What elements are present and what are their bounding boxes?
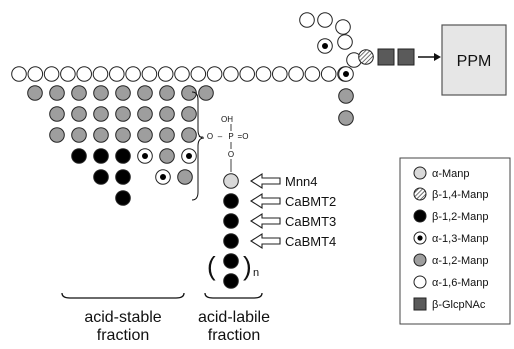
branch-alpha-12-residue <box>50 86 65 101</box>
a16-residue-icon <box>191 67 206 82</box>
phosphate-dash-2: – <box>217 132 223 141</box>
backbone-residue <box>240 67 255 82</box>
enzyme-label-cabmt3: CaBMT3 <box>285 214 337 229</box>
b12-residue-icon <box>224 214 239 229</box>
a16-residue-icon <box>110 67 125 82</box>
enzyme-arrow <box>251 174 280 188</box>
acid-stable-label-line1: acid-stable <box>84 309 162 326</box>
a12-residue-icon <box>94 86 109 101</box>
branch-alpha-12-residue <box>138 86 153 101</box>
acid-labile-bracket <box>205 293 262 298</box>
backbone-residue <box>273 67 288 82</box>
a16-residue-icon <box>256 67 271 82</box>
branch-beta-12-residue <box>94 149 109 164</box>
a12-residue-icon <box>116 86 131 101</box>
a12-residue-icon <box>28 86 43 101</box>
labile-beta-12-residue <box>224 194 239 209</box>
a16-residue-icon <box>273 67 288 82</box>
b12-residue-icon <box>94 170 109 185</box>
backbone-residue <box>28 67 43 82</box>
enzyme-arrow-group <box>251 174 280 248</box>
a16-residue-icon <box>318 13 333 28</box>
legend-beta-glcnac-label: β-GlcpNAc <box>432 299 486 311</box>
top-branch-residue <box>300 13 315 28</box>
a12-residue-icon <box>182 107 197 122</box>
branch-beta-12-residue <box>72 149 87 164</box>
branch-alpha-12-residue <box>160 149 175 164</box>
b12-residue-icon <box>116 149 131 164</box>
legend-beta-12-man-label: β-1,2-Manp <box>432 211 489 223</box>
legend-beta-14-man-label: β-1,4-Manp <box>432 189 489 201</box>
branch-alpha-12-residue <box>94 128 109 143</box>
a12-residue-icon <box>138 107 153 122</box>
alpha-13-dot <box>186 153 192 159</box>
b12-residue-icon <box>224 254 239 269</box>
a16-residue-icon <box>338 35 353 50</box>
branch-alpha-12-residue <box>178 170 193 185</box>
labile-beta-12-residue <box>224 234 239 249</box>
a12-residue-icon <box>116 107 131 122</box>
a16-residue-icon <box>300 13 315 28</box>
b12-residue-icon <box>72 149 87 164</box>
branch-alpha-12-residue <box>116 86 131 101</box>
backbone-residue <box>289 67 304 82</box>
a16-residue-icon <box>240 67 255 82</box>
branch-alpha-12-residue <box>160 86 175 101</box>
repeat-subscript-n: n <box>253 267 260 279</box>
backbone-residue <box>61 67 76 82</box>
repeat-close-paren: ) <box>243 251 252 281</box>
a16-residue-icon <box>175 67 190 82</box>
a12-residue-icon <box>72 86 87 101</box>
branch-beta-12-residue <box>94 170 109 185</box>
backbone-residue <box>207 67 222 82</box>
a12-residue-icon <box>50 128 65 143</box>
a12-residue-icon <box>160 86 175 101</box>
branch-alpha-12-residue <box>116 128 131 143</box>
branch-alpha-12-residue <box>94 86 109 101</box>
a12-residue-icon <box>72 107 87 122</box>
a12-residue-icon <box>182 128 197 143</box>
branch-alpha-12-residue <box>138 107 153 122</box>
a12-residue-icon <box>94 128 109 143</box>
legend-alpha-13-man-label: α-1,3-Manp <box>432 233 489 245</box>
branch-alpha-12-residue <box>160 128 175 143</box>
top-branch-residue <box>318 13 333 28</box>
branch-alpha-12-residue <box>72 107 87 122</box>
phosphate-oh: OH <box>221 115 233 124</box>
acid-labile-label-line1: acid-labile <box>197 309 271 326</box>
a16-residue-icon <box>142 67 157 82</box>
a12-residue-icon <box>116 128 131 143</box>
legend-alpha-12-man-icon <box>414 254 426 266</box>
labile-beta-12-residue <box>224 214 239 229</box>
enzyme-arrow <box>251 234 280 248</box>
a16-residue-icon <box>224 67 239 82</box>
legend-alpha-man-icon <box>414 167 426 179</box>
legend-alpha-12-man-label: α-1,2-Manp <box>432 255 489 267</box>
top-branch-alpha-13-residue <box>318 39 333 54</box>
phosphate-o-bottom: O <box>227 150 235 159</box>
branch-alpha-13-residue <box>156 170 171 185</box>
b12-residue-icon <box>224 194 239 209</box>
branch-alpha-12-residue <box>50 107 65 122</box>
enzyme-arrow <box>251 214 280 228</box>
legend-beta-14-man-icon <box>414 188 426 200</box>
branch-alpha-13-residue <box>182 149 197 164</box>
a16-residue-icon <box>28 67 43 82</box>
alpha-13-dot <box>160 174 166 180</box>
a12-residue-icon <box>138 86 153 101</box>
legend-item-beta-glcnac <box>414 298 486 311</box>
ppm-arrow-head <box>434 53 441 61</box>
branch-alpha-13-residue <box>138 149 153 164</box>
legend-item-alpha-man <box>414 167 470 180</box>
branch-alpha-12-residue <box>182 128 197 143</box>
repeat-open-paren: ( <box>207 251 216 281</box>
b12-residue-icon <box>224 274 239 289</box>
a16-residue-icon <box>289 67 304 82</box>
phosphate-o-left: O <box>206 132 214 141</box>
branch-alpha-12-residue <box>72 128 87 143</box>
a12-residue-icon <box>178 170 193 185</box>
core-branch-alpha-12-residue <box>339 89 354 104</box>
glcnac-square-1 <box>378 49 394 65</box>
legend <box>400 158 510 324</box>
branch-alpha-12-residue <box>116 107 131 122</box>
labile-beta-12-residue <box>224 274 239 289</box>
top-branch-residue <box>338 35 353 50</box>
branch-alpha-12-residue <box>28 86 43 101</box>
backbone-residue <box>126 67 141 82</box>
am-residue-icon <box>224 174 239 189</box>
b14-residue-icon <box>359 50 374 65</box>
backbone-core-alpha-13-residue <box>339 67 354 82</box>
phosphate-o-right: =O <box>237 132 249 141</box>
b12-residue-icon <box>94 149 109 164</box>
backbone-residue <box>77 67 92 82</box>
b12-residue-icon <box>116 191 131 206</box>
a16-residue-icon <box>77 67 92 82</box>
branch-alpha-12-residue <box>138 128 153 143</box>
a12-residue-icon <box>160 107 175 122</box>
ppm-label: PPM <box>456 53 492 70</box>
acid-stable-label-line2: fraction <box>96 327 150 344</box>
a12-residue-icon <box>160 149 175 164</box>
acid-stable-bracket <box>62 293 184 298</box>
branch-alpha-12-residue <box>94 107 109 122</box>
branch-alpha-12-residue <box>182 107 197 122</box>
beta-14-residue <box>359 50 374 65</box>
a12-residue-icon <box>339 89 354 104</box>
branch-beta-12-residue <box>116 170 131 185</box>
acid-labile-label-line2: fraction <box>207 327 261 344</box>
enzyme-label-cabmt4: CaBMT4 <box>285 234 337 249</box>
backbone-residue <box>110 67 125 82</box>
branch-alpha-12-residue <box>182 86 197 101</box>
top-branch-residue <box>336 20 351 35</box>
a16-residue-icon <box>207 67 222 82</box>
a16-residue-icon <box>61 67 76 82</box>
phosphate-dash: – <box>198 132 204 141</box>
labile-beta-12-residue <box>224 254 239 269</box>
a12-residue-icon <box>72 128 87 143</box>
legend-alpha-13-man-dot <box>417 235 422 240</box>
legend-beta-glcnac-icon <box>414 298 426 310</box>
branch-alpha-12-residue <box>50 128 65 143</box>
a16-residue-icon <box>305 67 320 82</box>
legend-alpha-16-man-icon <box>414 276 426 288</box>
enzyme-label-cabmt2: CaBMT2 <box>285 194 337 209</box>
backbone-residue <box>175 67 190 82</box>
a16-residue-icon <box>126 67 141 82</box>
legend-alpha-man-label: α-Manp <box>432 168 470 180</box>
a12-residue-icon <box>50 107 65 122</box>
a12-residue-icon <box>182 86 197 101</box>
legend-alpha-16-man-label: α-1,6-Manp <box>432 277 489 289</box>
branch-beta-12-residue <box>116 149 131 164</box>
branch-alpha-12-residue <box>199 86 214 101</box>
backbone-residue <box>93 67 108 82</box>
a12-residue-icon <box>94 107 109 122</box>
enzyme-label-mnn4: Mnn4 <box>285 174 318 189</box>
a16-residue-icon <box>12 67 27 82</box>
backbone-residue <box>142 67 157 82</box>
alpha-13-dot <box>142 153 148 159</box>
backbone-residue <box>158 67 173 82</box>
a12-residue-icon <box>199 86 214 101</box>
backbone-residue <box>321 67 336 82</box>
a16-residue-icon <box>44 67 59 82</box>
branch-alpha-12-residue <box>160 107 175 122</box>
b12-residue-icon <box>116 170 131 185</box>
labile-alpha-man-residue <box>224 174 239 189</box>
a12-residue-icon <box>50 86 65 101</box>
a12-residue-icon <box>160 128 175 143</box>
backbone-residue <box>191 67 206 82</box>
branch-alpha-12-residue <box>72 86 87 101</box>
backbone-residue <box>224 67 239 82</box>
backbone-residue <box>44 67 59 82</box>
a16-residue-icon <box>336 20 351 35</box>
legend-beta-12-man-icon <box>414 210 426 222</box>
alpha-13-dot <box>343 71 349 77</box>
backbone-residue <box>305 67 320 82</box>
residue-layer <box>12 13 414 289</box>
a16-residue-icon <box>321 67 336 82</box>
backbone-residue <box>12 67 27 82</box>
branch-beta-12-residue <box>116 191 131 206</box>
alpha-13-dot <box>322 43 328 49</box>
a12-residue-icon <box>138 128 153 143</box>
backbone-residue <box>256 67 271 82</box>
phosphate-p: P <box>228 132 234 141</box>
enzyme-arrow <box>251 194 280 208</box>
a16-residue-icon <box>158 67 173 82</box>
a16-residue-icon <box>93 67 108 82</box>
glcnac-square-2 <box>398 49 414 65</box>
core-branch-alpha-12-residue <box>339 111 354 126</box>
b12-residue-icon <box>224 234 239 249</box>
a12-residue-icon <box>339 111 354 126</box>
